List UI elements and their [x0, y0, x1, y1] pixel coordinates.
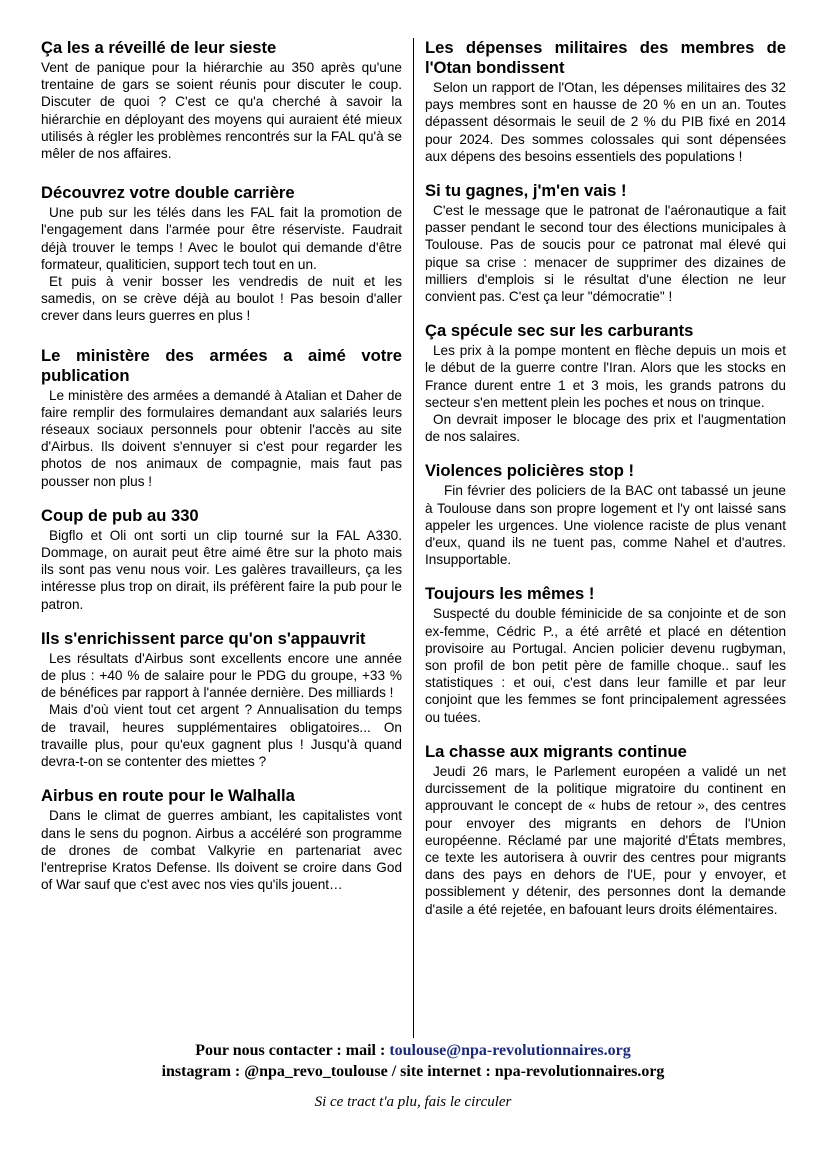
article-title: Violences policières stop ! — [425, 461, 635, 481]
tagline: Si ce tract t'a plu, fais le circuler — [314, 1094, 512, 1110]
article-title: Découvrez votre double carrière — [41, 183, 295, 203]
article-paragraph: Dans le climat de guerres ambiant, les capitalistes vont dans le sens du pognon. Airbus a accéléré son programme de drones de combat Valkyrie en partenariat avec l'entreprise Kratos Defense. Ils doivent se croire dans God of War sauf que c'est avec nos vies qu'ils jouent… — [41, 808, 402, 893]
article-violences-policieres — [425, 461, 786, 568]
right-column — [425, 38, 786, 918]
article-walhalla — [41, 786, 402, 893]
article-title: Ça les a réveillé de leur sieste — [41, 38, 277, 57]
article-paragraph: Une pub sur les télés dans les FAL fait la promotion de l'engagement dans l'armée pour être réserviste. Faudrait déjà trouver le temps ! Avec le boulot qui demande d'être formateur, qualiticien, support tech tout en un. — [41, 205, 402, 272]
article-paragraph: Vent de panique pour la hiérarchie au 350 après qu'une trentaine de gars se soient réunis pour discuter le coup. Discuter de quoi ? C'est ce qu'a cherché à savoir la hiérarchie en déployant des moyens qui auraient été mieux utilisés à régler les problèmes rencontrés sur la FAL qu'à se mêler de nos affaires. — [41, 60, 402, 162]
article-paragraph: Les prix à la pompe montent en flèche depuis un mois et le début de la guerre contre l'Iran. Alors que les stocks en France durent entre 1 et 3 mois, les grands patrons du secteur s'en mettent plein les poches et nous on trinque. — [425, 343, 786, 410]
social-line: instagram : @npa_revo_toulouse / site internet : npa-revolutionnaires.org — [161, 1063, 665, 1080]
article-paragraph: Jeudi 26 mars, le Parlement européen a validé un net durcissement de la politique migratoire du continent en approuvant le concept de « hubs de retour », des centres pour envoyer des migrants en dehors de l'Union européenne. Réclamé par une majorité d'États membres, ce texte les autorisera à ouvrir des centres pour migrants dans des pays en dehors de l'UE, pour y envoyer, et possiblement y détenir, des personnes dont la demande d'asile a été rejetée, en bafouant leurs droits élémentaires. — [425, 763, 786, 917]
contact-line — [0, 1042, 826, 1060]
article-paragraph: Fin février des policiers de la BAC ont tabassé un jeune à Toulouse dans son propre logement et l'y ont laissé sans appeler les urgences. Une violence raciste de plus venant d'eux, quand ils ne tuent pas, comme Nahel et d'autres. Insupportable. — [425, 483, 786, 568]
article-title: Les dépenses militaires des membres de l'Otan bondissent — [425, 38, 786, 77]
article-paragraph: Selon un rapport de l'Otan, les dépenses militaires des 32 pays membres sont en hausse de 20 % en un an. Toutes dépassent désormais le seuil de 2 % du PIB fixé en 2014 pour 2024. Des sommes colossales qui sont dépensées aux dépens des besoins essentiels des populations ! — [425, 80, 786, 164]
article-coup-de-pub — [41, 506, 402, 613]
column-divider — [413, 38, 414, 1038]
article-carburants — [425, 321, 786, 445]
article-paragraph: Suspecté du double féminicide de sa conjointe et de son ex-femme, Cédric P., a été arrêté et placé en détention provisoire au Portugal. Ancien policier devenu rugbyman, son profil de bon petit père de famille choque.. sauf les statistiques : et oui, c'est dans leur famille et par leur conjoint que les femmes se font principalement agressées ou tuées. — [425, 606, 786, 725]
article-si-tu-gagnes — [425, 181, 786, 305]
article-paragraph: C'est le message que le patronat de l'aéronautique a fait passer pendant le second tour des élections municipales à Toulouse. Pas de soucis pour ce patronat mal élevé qui pique sa crise : menacer de supprimer des dizaines de milliers d'emplois si le résultat d'une élection ne leur convient pas. C'est ça leur "démocratie" ! — [425, 203, 786, 305]
article-paragraph: Mais d'où vient tout cet argent ? Annualisation du temps de travail, heures supplémentaires obligatoires... On travaille plus, pour qu'eux gagnent plus ! Jusqu'à quand devra-t-on se contenter des miettes ? — [41, 702, 402, 770]
email-link[interactable]: toulouse@npa-revolutionnaires.org — [389, 1042, 631, 1059]
left-column — [41, 38, 402, 893]
article-enrichissent — [41, 629, 402, 770]
article-paragraph: Le ministère des armées a demandé à Atalian et Daher de faire remplir des formulaires demandant aux salariés leurs réseaux sociaux personnels pour obtenir l'accès au site d'Airbus. Ils doivent s'ennuyer si c'est pour regarder les photos de nos animaux de compagnie, mais faut pas pousser non plus ! — [41, 387, 402, 489]
article-sieste — [41, 38, 402, 162]
article-title: Ils s'enrichissent parce qu'on s'appauvrit — [41, 628, 366, 648]
article-toujours-les-memes — [425, 584, 786, 725]
article-paragraph: Bigflo et Oli ont sorti un clip tourné sur la FAL A330. Dommage, on aurait peut être aimé être sur la photo mais ils sont pas venu nous voir. Les galères travailleurs, ça les intéresse plus trop on dirait, ils préfèrent faire la pub pour le patron. — [41, 527, 402, 612]
article-title: Ça spécule sec sur les carburants — [425, 321, 694, 341]
article-paragraph: On devrait imposer le blocage des prix et l'augmentation de nos salaires. — [425, 412, 786, 445]
article-title: Le ministère des armées a aimé votre publication — [41, 345, 402, 385]
article-title: Coup de pub au 330 — [41, 505, 199, 525]
article-paragraph: Les résultats d'Airbus sont excellents encore une année de plus : +40 % de salaire pour le PDG du groupe, +33 % de bénéfices par rapport à l'année dernière. Des milliards ! — [41, 650, 402, 701]
article-ministere-armees — [41, 346, 402, 490]
article-title: Si tu gagnes, j'm'en vais ! — [425, 181, 627, 201]
article-title: La chasse aux migrants continue — [425, 741, 687, 761]
article-otan — [425, 38, 786, 165]
article-title: Toujours les mêmes ! — [425, 584, 595, 604]
article-paragraph: Et puis à venir bosser les vendredis de nuit et les samedis, on se crève déjà au boulot ! Pas besoin d'aller crever dans leurs guerres en plus ! — [41, 274, 402, 324]
article-title: Airbus en route pour le Walhalla — [41, 786, 295, 806]
article-double-carriere — [41, 183, 402, 324]
contact-prefix: Pour nous contacter : mail : — [195, 1042, 390, 1059]
article-chasse-migrants — [425, 742, 786, 918]
